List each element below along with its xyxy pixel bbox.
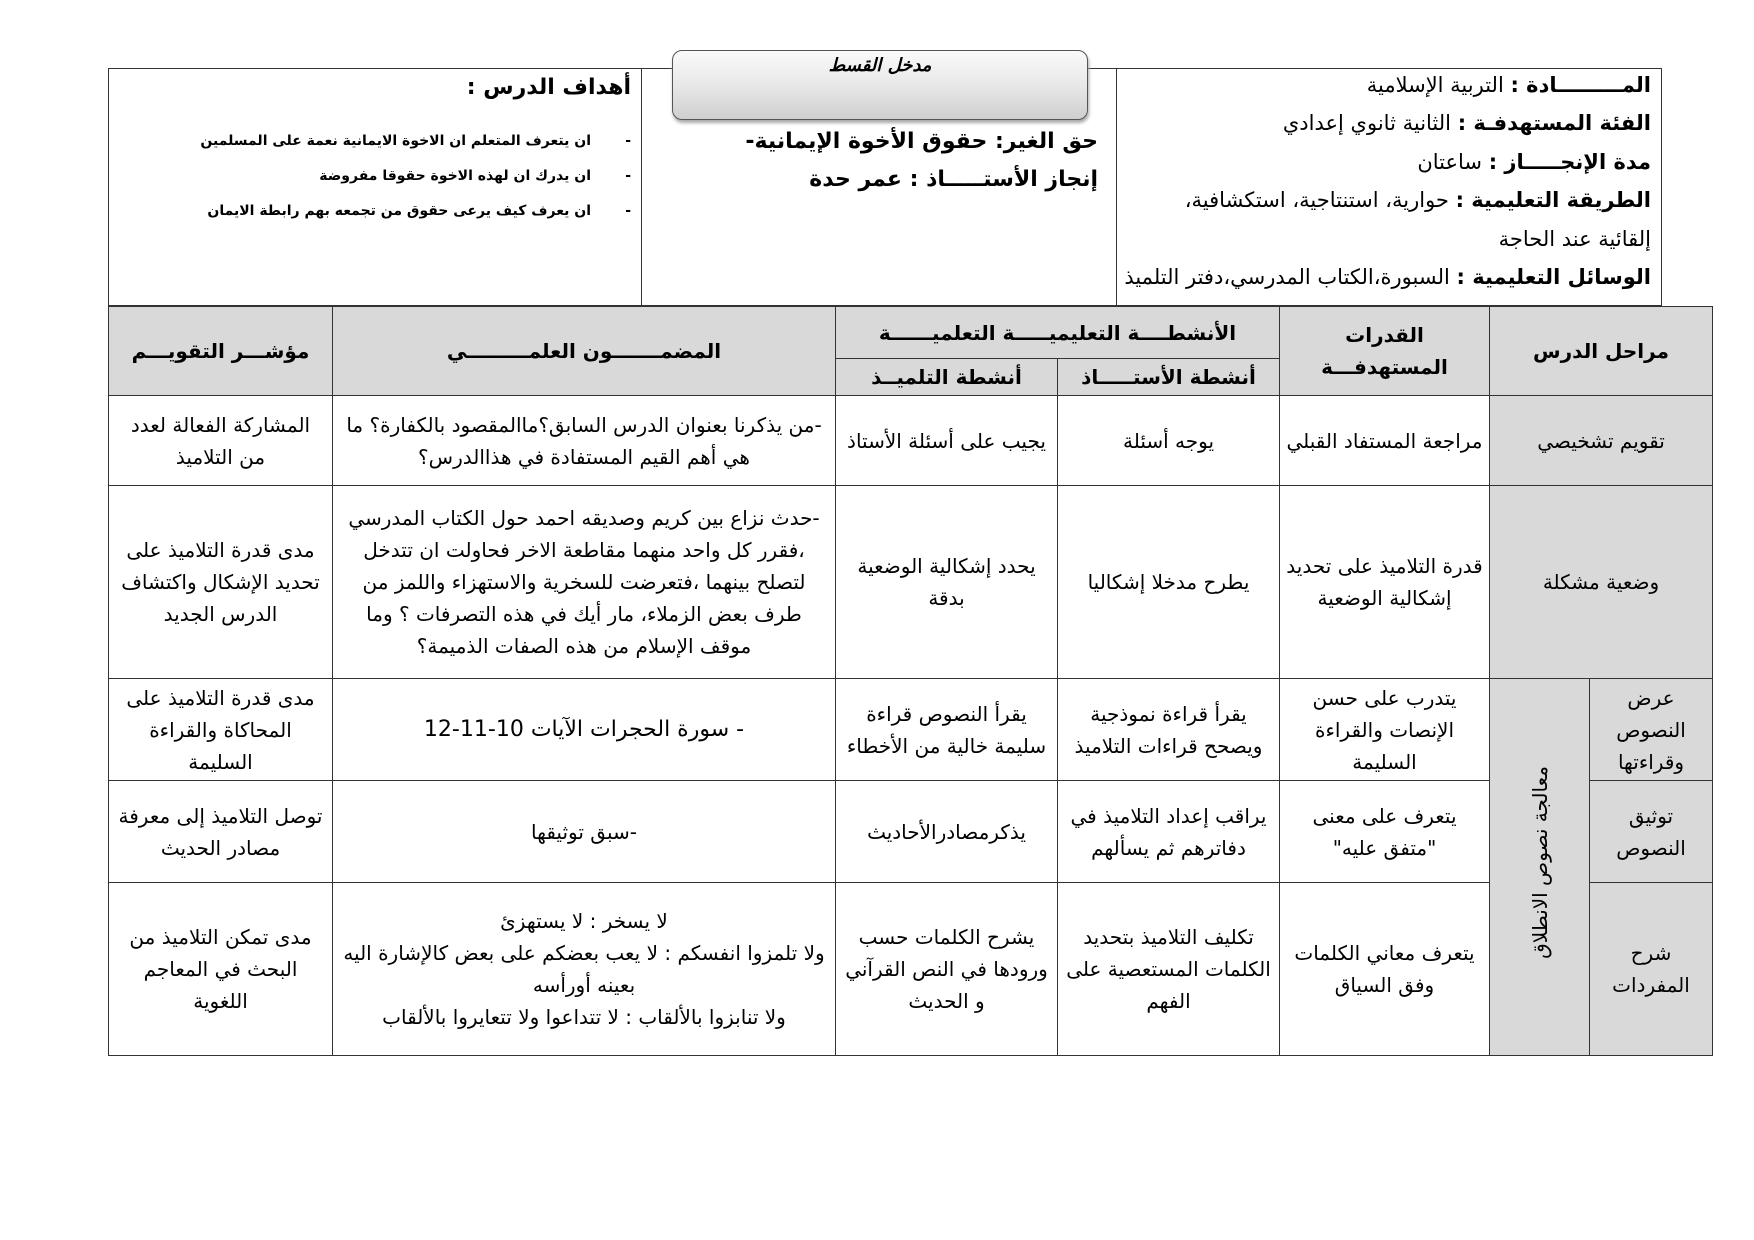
stage-cell: شرح المفردات [1590, 883, 1713, 1056]
stage-cell: تقويم تشخيصي [1490, 396, 1713, 486]
means-line [1124, 265, 1651, 289]
evaluation-cell: مدى تمكن التلاميذ من البحث في المعاجم اللغوية [109, 883, 333, 1056]
ability-cell: يتعرف على معنى "متفق عليه" [1280, 781, 1490, 883]
content-cell: -من يذكرنا بعنوان الدرس السابق؟ماالمقصود بالكفارة؟ ما هي أهم القيم المستفادة في هذاالدرس؟ [333, 396, 836, 486]
teacher-activity-cell: يقرأ قراءة نموذجية ويصحح قراءات التلاميذ [1058, 679, 1280, 781]
content-cell: - سورة الحجرات الآيات 10-11-12 [333, 679, 836, 781]
header-student-activities: أنشطة التلميــذ [836, 359, 1058, 396]
teacher-activity-cell: يراقب إعداد التلاميذ في دفاترهم ثم يسألهم [1058, 781, 1280, 883]
objectives-heading: أهداف الدرس : [466, 75, 631, 100]
group-stage-cell [1490, 679, 1590, 1056]
vocabulary-line: ولا تنابزوا بالألقاب : لا تتداعوا ولا تتعايروا بالألقاب [382, 1005, 786, 1029]
teacher-activity-cell: يطرح مدخلا إشكاليا [1058, 486, 1280, 679]
bullet-dash: - [625, 133, 631, 149]
student-activity-cell: يقرأ النصوص قراءة سليمة خالية من الأخطاء [836, 679, 1058, 781]
student-activity-cell: يشرح الكلمات حسب ورودها في النص القرآني و الحديث [836, 883, 1058, 1056]
content-line: -حدث نزاع بين كريم وصديقه احمد حول الكتاب المدرسي [348, 506, 820, 530]
means-value: السبورة،الكتاب المدرسي،دفتر التلميذ [1124, 265, 1450, 289]
vocabulary-line: ولا تلمزوا انفسكم : لا يعب بعضكم على بعض كالإشارة اليه بعينه أورأسه [343, 941, 825, 997]
content-cell [333, 486, 836, 679]
header-abilities: القدرات المستهدفـــة [1280, 307, 1490, 396]
evaluation-cell: توصل التلاميذ إلى معرفة مصادر الحديث [109, 781, 333, 883]
subject-line [1367, 73, 1651, 97]
objectives-panel [109, 69, 641, 305]
method-label: الطريقة التعليمية : [1455, 188, 1651, 212]
table-row [109, 781, 1713, 883]
content-line: موقف الإسلام من هذه الصفات الذميمة؟ [416, 634, 752, 658]
lesson-title: حق الغير: حقوق الأخوة الإيمانية- [745, 129, 1098, 154]
duration-label: مدة الإنجـــــاز : [1488, 150, 1651, 174]
lesson-plan-table [108, 306, 1713, 1056]
stage-cell: وضعية مشكلة [1490, 486, 1713, 679]
evaluation-cell: المشاركة الفعالة لعدد من التلاميذ [109, 396, 333, 486]
objective-item: - ان يتعرف المتعلم ان الاخوة الايمانية نعمة على المسلمين [121, 129, 631, 164]
table-row [109, 396, 1713, 486]
objective-item: - ان يعرف كيف يرعى حقوق من تجمعه بهم رابطة الايمان [121, 199, 631, 234]
table-row [109, 883, 1713, 1056]
audience-label: الفئة المستهدفـة : [1457, 111, 1651, 135]
teacher-activity-cell: تكليف التلاميذ بتحديد الكلمات المستعصية على الفهم [1058, 883, 1280, 1056]
student-activity-cell: يجيب على أسئلة الأستاذ [836, 396, 1058, 486]
student-activity-cell: يذكرمصادرالأحاديث [836, 781, 1058, 883]
audience-line [1283, 111, 1651, 135]
section-banner [672, 50, 1088, 120]
table-header-row [109, 307, 1713, 359]
ability-cell: مراجعة المستفاد القبلي [1280, 396, 1490, 486]
subject-value: التربية الإسلامية [1366, 73, 1504, 97]
ability-cell: قدرة التلاميذ على تحديد إشكالية الوضعية [1280, 486, 1490, 679]
evaluation-cell: مدى قدرة التلاميذ على المحاكاة والقراءة السليمة [109, 679, 333, 781]
content-line: لتصلح بينهما ،فتعرضت للسخرية والاستهزاء واللمز من [362, 570, 806, 594]
method-line [1185, 188, 1651, 212]
header-teacher-activities: أنشطة الأستـــــاذ [1058, 359, 1280, 396]
header-stages: مراحل الدرس [1490, 307, 1713, 396]
vocabulary-line: لا يسخر : لا يستهزئ [500, 909, 668, 933]
header-content: المضمـــــــون العلمـــــــــي [333, 307, 836, 396]
table-row [109, 486, 1713, 679]
ability-cell: يتعرف معاني الكلمات وفق السياق [1280, 883, 1490, 1056]
evaluation-cell: مدى قدرة التلاميذ على تحديد الإشكال واكتشاف الدرس الجديد [109, 486, 333, 679]
ability-cell: يتدرب على حسن الإنصات والقراءة السليمة [1280, 679, 1490, 781]
subject-label: المـــــــــادة : [1510, 73, 1651, 97]
content-line: ،فقرر كل واحد منهما مقاطعة الاخر فحاولت ان تتدخل [363, 538, 805, 562]
content-line: طرف بعض الزملاء، مار أيك في هذه التصرفات ؟ وما [366, 602, 802, 626]
method-line-2 [1499, 227, 1651, 251]
lesson-info-panel [1116, 69, 1661, 305]
means-label: الوسائل التعليمية : [1456, 265, 1651, 289]
stage-cell: توثيق النصوص [1590, 781, 1713, 883]
audience-value: الثانية ثانوي إعدادي [1282, 111, 1452, 135]
teacher-activity-cell: يوجه أسئلة [1058, 396, 1280, 486]
table-row [109, 679, 1713, 781]
section-banner-label: مدخل القسط [828, 55, 932, 76]
bullet-dash: - [625, 203, 631, 219]
duration-line [1417, 150, 1651, 174]
bullet-dash: - [625, 168, 631, 184]
method-value-2: إلقائية عند الحاجة [1498, 227, 1651, 251]
stage-cell: عرض النصوص وقراءتها [1590, 679, 1713, 781]
group-stage-label: معالجة نصوص الانطلاق [1527, 766, 1552, 959]
teacher-name: إنجاز الأستـــــاذ : عمر حدة [809, 167, 1098, 192]
objective-item: - ان يدرك ان لهذه الاخوة حقوقا مفروضة [121, 164, 631, 199]
content-cell: -سبق توثيقها [333, 781, 836, 883]
method-value: حوارية، استنتاجية، استكشافية، [1184, 188, 1449, 212]
header-evaluation: مؤشـــر التقويـــم [109, 307, 333, 396]
content-cell [333, 883, 836, 1056]
student-activity-cell: يحدد إشكالية الوضعية بدقة [836, 486, 1058, 679]
duration-value: ساعتان [1417, 150, 1483, 174]
objectives-list [121, 129, 631, 234]
header-activities: الأنشطــــة التعليميـــــة التعلميــــــة [836, 307, 1280, 359]
